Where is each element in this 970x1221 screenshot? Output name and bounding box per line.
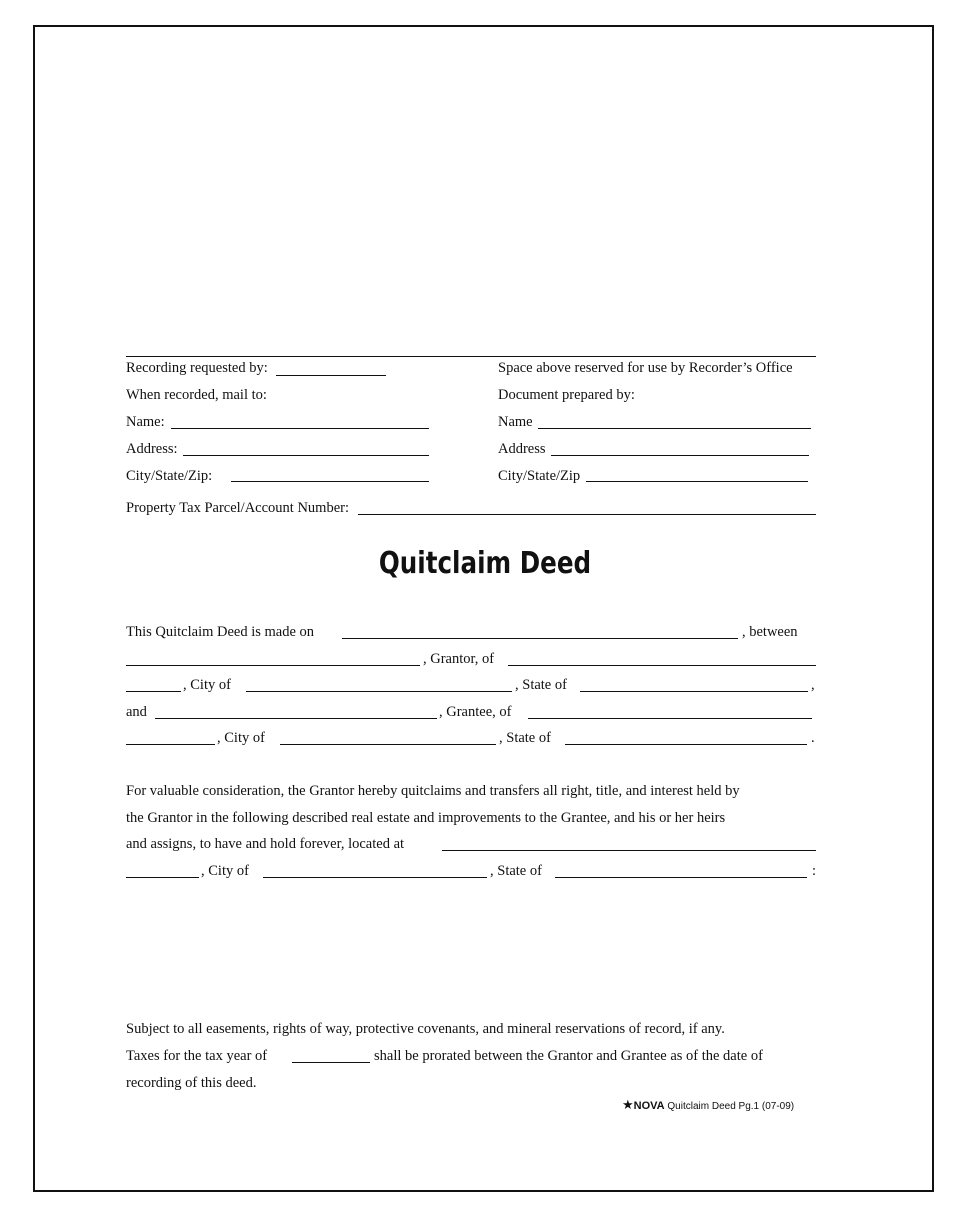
left-address-line[interactable]	[183, 455, 429, 456]
parcel-line[interactable]	[358, 514, 816, 515]
document-prepared-label: Document prepared by:	[498, 387, 635, 403]
footer-mark	[622, 1098, 794, 1114]
grantor-address-line[interactable]	[508, 665, 816, 666]
grantor-state-line[interactable]	[580, 691, 808, 692]
left-address-label: Address:	[126, 441, 178, 457]
footer-text: Quitclaim Deed Pg.1 (07-09)	[667, 1101, 795, 1112]
right-address-label: Address	[498, 441, 546, 457]
grantee-address-line[interactable]	[528, 718, 812, 719]
property-city-line[interactable]	[263, 877, 487, 878]
tax-year-line[interactable]	[292, 1062, 370, 1063]
brand-name: NOVA	[633, 1100, 665, 1112]
grantee-state-line[interactable]	[565, 744, 807, 745]
consideration-line-1: For valuable consideration, the Grantor hereby quitclaims and transfers all right, title, and interest held by	[126, 783, 740, 799]
left-city-line[interactable]	[231, 481, 429, 482]
header-top-rule	[126, 356, 816, 357]
subject-line-3: recording of this deed.	[126, 1075, 257, 1091]
right-name-line[interactable]	[538, 428, 811, 429]
left-name-line[interactable]	[171, 428, 429, 429]
consideration-line-3: and assigns, to have and hold forever, located at	[126, 836, 405, 852]
property-state-line[interactable]	[555, 877, 807, 878]
subject-line-2b: shall be prorated between the Grantor and Grantee as of the date of	[374, 1048, 763, 1064]
grantee-county-line[interactable]	[126, 744, 215, 745]
grantor-comma: ,	[811, 677, 815, 693]
property-county-line[interactable]	[126, 877, 199, 878]
page-title: Quitclaim Deed	[378, 546, 592, 581]
right-name-label: Name	[498, 414, 533, 430]
grantor-state-label: , State of	[515, 677, 567, 693]
grantor-city-label: , City of	[183, 677, 231, 693]
property-city-label: , City of	[201, 863, 249, 879]
recording-requested-label: Recording requested by:	[126, 360, 268, 376]
space-reserved-label: Space above reserved for use by Recorder’s Office	[498, 360, 793, 376]
grantee-city-label: , City of	[217, 730, 265, 746]
made-on-date-line[interactable]	[342, 638, 738, 639]
subject-line-2a: Taxes for the tax year of	[126, 1048, 268, 1064]
subject-line-1: Subject to all easements, rights of way, protective covenants, and mineral reservations of record, if any.	[126, 1021, 725, 1037]
grantee-name-line[interactable]	[155, 718, 437, 719]
grantee-of-label: , Grantee, of	[439, 704, 512, 720]
grantor-city-line[interactable]	[246, 691, 512, 692]
consideration-line-2: the Grantor in the following described real estate and improvements to the Grantee, and his or her heirs	[126, 810, 726, 826]
property-state-label: , State of	[490, 863, 542, 879]
grantor-name-line[interactable]	[126, 665, 420, 666]
recording-requested-line[interactable]	[276, 375, 386, 376]
grantee-city-line[interactable]	[280, 744, 496, 745]
grantee-period: .	[811, 730, 815, 746]
and-label: and	[126, 704, 147, 720]
star-icon: ★	[622, 1097, 634, 1112]
right-address-line[interactable]	[551, 455, 809, 456]
between-label: , between	[742, 624, 798, 640]
when-recorded-label: When recorded, mail to:	[126, 387, 267, 403]
left-city-label: City/State/Zip:	[126, 468, 213, 484]
property-location-line[interactable]	[442, 850, 816, 851]
left-name-label: Name:	[126, 414, 165, 430]
grantee-state-label: , State of	[499, 730, 551, 746]
parcel-label: Property Tax Parcel/Account Number:	[126, 500, 350, 516]
right-city-line[interactable]	[586, 481, 808, 482]
made-on-label: This Quitclaim Deed is made on	[126, 624, 315, 640]
right-city-label: City/State/Zip	[498, 468, 581, 484]
grantor-county-line[interactable]	[126, 691, 181, 692]
property-colon: :	[812, 863, 817, 879]
grantor-of-label: , Grantor, of	[423, 651, 495, 667]
page-border	[33, 25, 934, 1192]
